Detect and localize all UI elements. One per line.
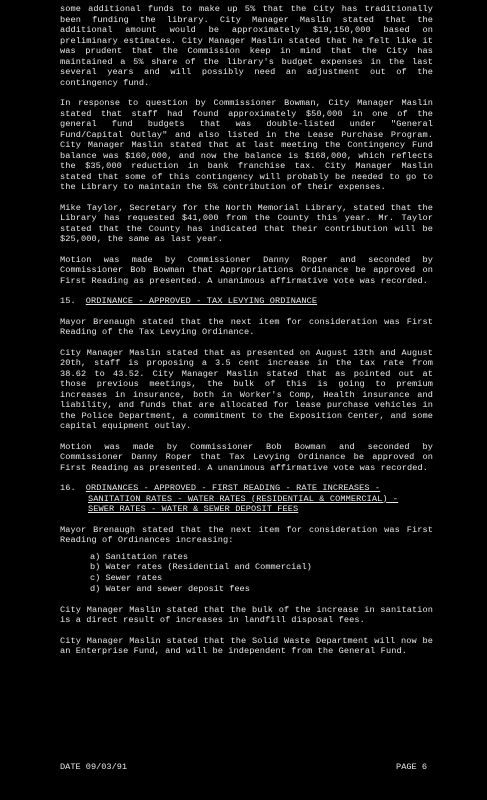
paragraph-appropriations-motion: Motion was made by Commissioner Danny Roper and seconded by Commissioner Bob Bowman that Appropriations Ordinance be approved on First Reading as presented. A unanimous affirmative vote was recorded. bbox=[60, 254, 433, 286]
section-heading-16 bbox=[60, 483, 433, 515]
paragraph-enterprise-fund: City Manager Maslin stated that the Solid Waste Department will now be an Enterprise Fund, and will be independent from the General Fund. bbox=[60, 635, 433, 657]
list-item: c) Sewer rates bbox=[90, 573, 163, 584]
paragraph-tax-levying-intro: Mayor Brenaugh stated that the next item for consideration was First Reading of the Tax Levying Ordinance. bbox=[60, 316, 433, 337]
paragraph-contingency-fund: In response to question by Commissioner Bowman, City Manager Maslin stated that staff had found approximately $50,000 in one of the general fund budgets that was double-listed under "General Fund/Capital Outlay" and also listed in the Lease Purchase Program. City Manager Maslin stated that at last meeting the Contingency Fund balance was $160,000, and now the balance is $168,000, which reflects the $35,000 reduction in bank franchise tax. City Manager Maslin stated that some of this contingency will probably be needed to go to the Library to maintain the 5% contribution of their expenses. bbox=[60, 98, 433, 192]
list-item: b) Water rates (Residential and Commercial) bbox=[90, 562, 312, 573]
list-item: d) Water and sewer deposit fees bbox=[90, 583, 250, 594]
footer-page-number: PAGE 6 bbox=[396, 762, 427, 772]
section-title-16-line2: SANITATION RATES - WATER RATES (RESIDENTIAL & COMMERCIAL) - bbox=[88, 493, 399, 504]
section-heading-15 bbox=[60, 296, 433, 307]
paragraph-ordinances-intro: Mayor Brenaugh stated that the next item for consideration was First Reading of Ordinances increasing: bbox=[60, 524, 433, 545]
section-title-15: ORDINANCE - APPROVED - TAX LEVYING ORDINANCE bbox=[85, 296, 318, 306]
rate-items-list bbox=[60, 552, 433, 595]
paragraph-library-secretary: Mike Taylor, Secretary for the North Memorial Library, stated that the Library has requested $41,000 from the County this year. Mr. Taylor stated that the County has indicated that their contribution will be $25,000, the same as last year. bbox=[60, 202, 433, 244]
list-item: a) Sanitation rates bbox=[90, 551, 188, 562]
paragraph-tax-levying-motion: Motion was made by Commissioner Bob Bowman and seconded by Commissioner Danny Roper that Tax Levying Ordinance be approved on First Reading as presented. A unanimous affirmative vote was recorded. bbox=[60, 441, 433, 473]
paragraph-library-funding: some additional funds to make up 5% that the City has traditionally been funding the library. City Manager Maslin stated that the additional amount would be approximately $19,150,000 based on preliminary estimates. City Manager Maslin stated that he felt like it was prudent that the Commission keep in mind that the City has maintained a 5% share of the library's budget expenses in the last several years and will possibly need an adjustment out of the contingency fund. bbox=[60, 4, 433, 88]
paragraph-sanitation-increase: City Manager Maslin stated that the bulk of the increase in sanitation is a direct result of increases in landfill disposal fees. bbox=[60, 604, 433, 626]
footer-date: DATE 09/03/91 bbox=[60, 762, 128, 772]
section-number-15: 15. bbox=[60, 296, 76, 306]
section-title-16-line1: ORDINANCES - APPROVED - FIRST READING - RATE INCREASES - bbox=[85, 483, 381, 493]
section-title-16-line3: SEWER RATES - WATER & SEWER DEPOSIT FEES bbox=[88, 504, 299, 514]
section-number-16: 16. bbox=[60, 483, 76, 493]
page-footer bbox=[60, 762, 427, 772]
paragraph-tax-rate-increase: City Manager Maslin stated that as presented on August 13th and August 20th, staff is proposing a 3.5 cent increase in the tax rate from 38.62 to 43.52. City Manager Maslin stated that as pointed out at those previous meetings, the bulk of this is going to premium increases in insurance, both in Worker's Comp, Health insurance and liability, and funds that are allocated for lease purchase vehicles in the Police Department, a commitment to the Exposition Center, and some capital equipment outlay. bbox=[60, 347, 433, 431]
